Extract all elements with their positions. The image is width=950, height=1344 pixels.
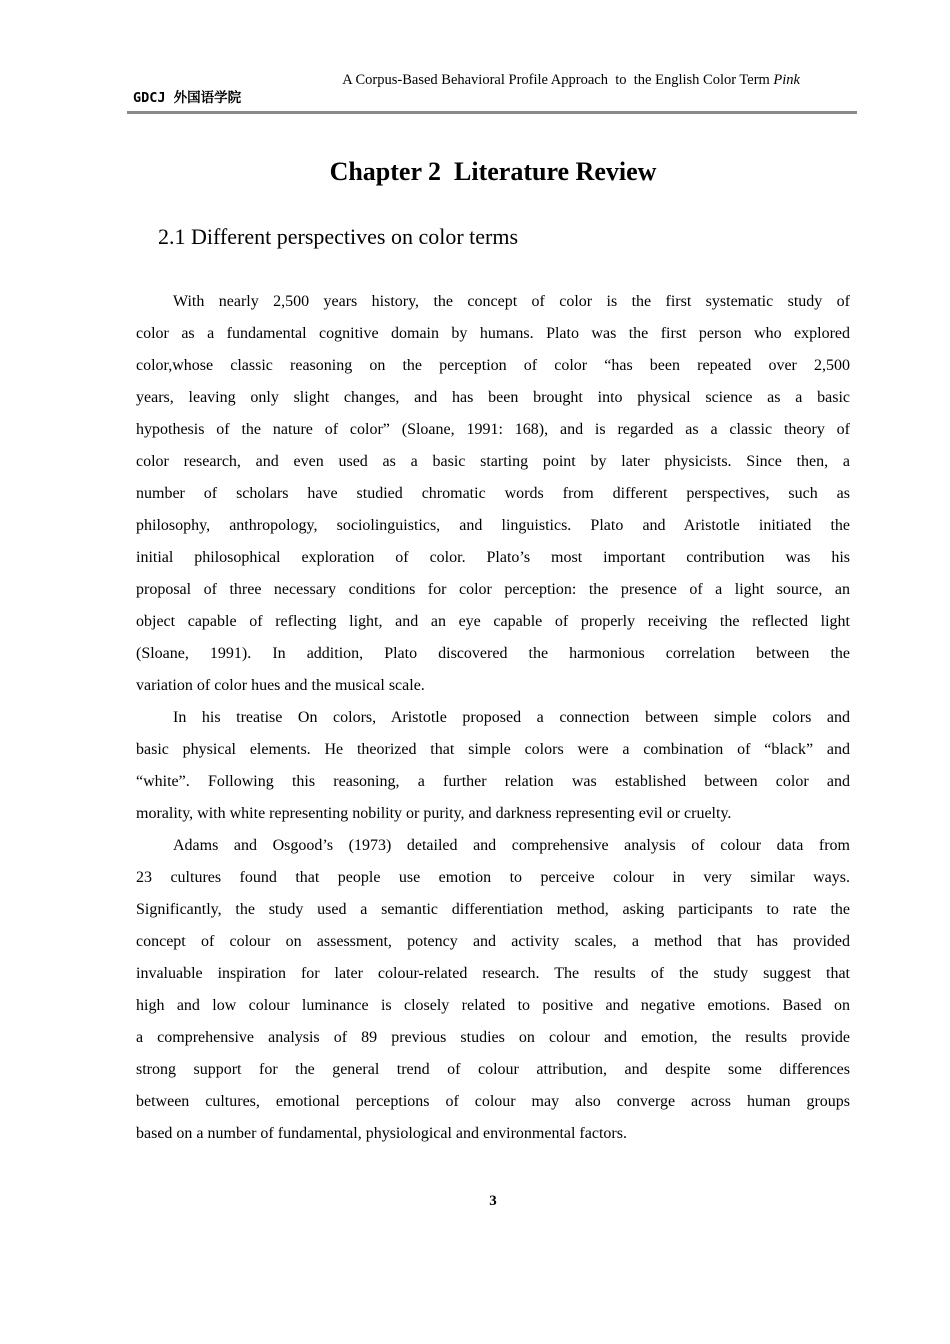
text-line: number of scholars have studied chromatic words from different perspectives, such as bbox=[136, 485, 850, 502]
text-line: object capable of reflecting light, and an eye capable of properly receiving the reflected light bbox=[136, 613, 850, 630]
text-line: color,whose classic reasoning on the perception of color “has been repeated over 2,500 bbox=[136, 357, 850, 374]
text-line: strong support for the general trend of colour attribution, and despite some differences bbox=[136, 1061, 850, 1078]
text-line: With nearly 2,500 years history, the concept of color is the first systematic study of bbox=[173, 293, 850, 310]
text-line: proposal of three necessary conditions for color perception: the presence of a light source, an bbox=[136, 581, 850, 598]
text-line: 23 cultures found that people use emotion to perceive colour in very similar ways. bbox=[136, 869, 850, 886]
text-line: based on a number of fundamental, physiological and environmental factors. bbox=[136, 1125, 627, 1142]
page-body bbox=[136, 114, 850, 1150]
header-running-title bbox=[321, 55, 800, 111]
running-title-italic-term: Pink bbox=[773, 72, 800, 88]
page-number: 3 bbox=[489, 1193, 497, 1209]
text-line: Significantly, the study used a semantic differentiation method, asking participants to rate the bbox=[136, 901, 850, 918]
text-line: concept of colour on assessment, potency and activity scales, a method that has provided bbox=[136, 933, 850, 950]
text-line: high and low colour luminance is closely related to positive and negative emotions. Based on bbox=[136, 997, 850, 1014]
text-line: color research, and even used as a basic starting point by later physicists. Since then, a bbox=[136, 453, 850, 470]
text-line: (Sloane, 1991). In addition, Plato discovered the harmonious correlation between the bbox=[136, 645, 850, 662]
text-line: years, leaving only slight changes, and has been brought into physical science as a basic bbox=[136, 389, 850, 406]
chapter-title: Chapter 2 Literature Review bbox=[329, 157, 657, 186]
text-line: hypothesis of the nature of color” (Sloane, 1991: 168), and is regarded as a classic theory of bbox=[136, 421, 850, 438]
text-line: morality, with white representing nobility or purity, and darkness representing evil or cruelty. bbox=[136, 805, 732, 822]
section-heading: 2.1 Different perspectives on color terms bbox=[158, 224, 519, 249]
page-footer bbox=[136, 1191, 850, 1211]
text-line: philosophy, anthropology, sociolinguistics, and linguistics. Plato and Aristotle initiated the bbox=[136, 517, 850, 534]
paragraph bbox=[136, 286, 850, 702]
text-line: “white”. Following this reasoning, a further relation was established between color and bbox=[136, 773, 850, 790]
text-line: color as a fundamental cognitive domain by humans. Plato was the first person who explored bbox=[136, 325, 850, 342]
text-line: invaluable inspiration for later colour-related research. The results of the study suggest that bbox=[136, 965, 850, 982]
body-paragraphs bbox=[136, 286, 850, 1150]
text-line: Adams and Osgood’s (1973) detailed and comprehensive analysis of colour data from bbox=[173, 837, 850, 854]
text-line: basic physical elements. He theorized that simple colors were a combination of “black” and bbox=[136, 741, 850, 758]
paragraph bbox=[136, 830, 850, 1150]
text-line: In his treatise On colors, Aristotle proposed a connection between simple colors and bbox=[173, 709, 850, 726]
page-header bbox=[127, 0, 857, 114]
text-line: variation of color hues and the musical scale. bbox=[136, 677, 425, 694]
running-title-text: A Corpus-Based Behavioral Profile Approach to the English Color Term bbox=[342, 72, 774, 88]
text-line: between cultures, emotional perceptions of colour may also converge across human groups bbox=[136, 1093, 850, 1110]
text-line: initial philosophical exploration of color. Plato’s most important contribution was his bbox=[136, 549, 850, 566]
header-school-name: GDCJ 外国语学院 bbox=[133, 90, 242, 106]
paragraph bbox=[136, 702, 850, 830]
text-line: a comprehensive analysis of 89 previous studies on colour and emotion, the results provide bbox=[136, 1029, 850, 1046]
